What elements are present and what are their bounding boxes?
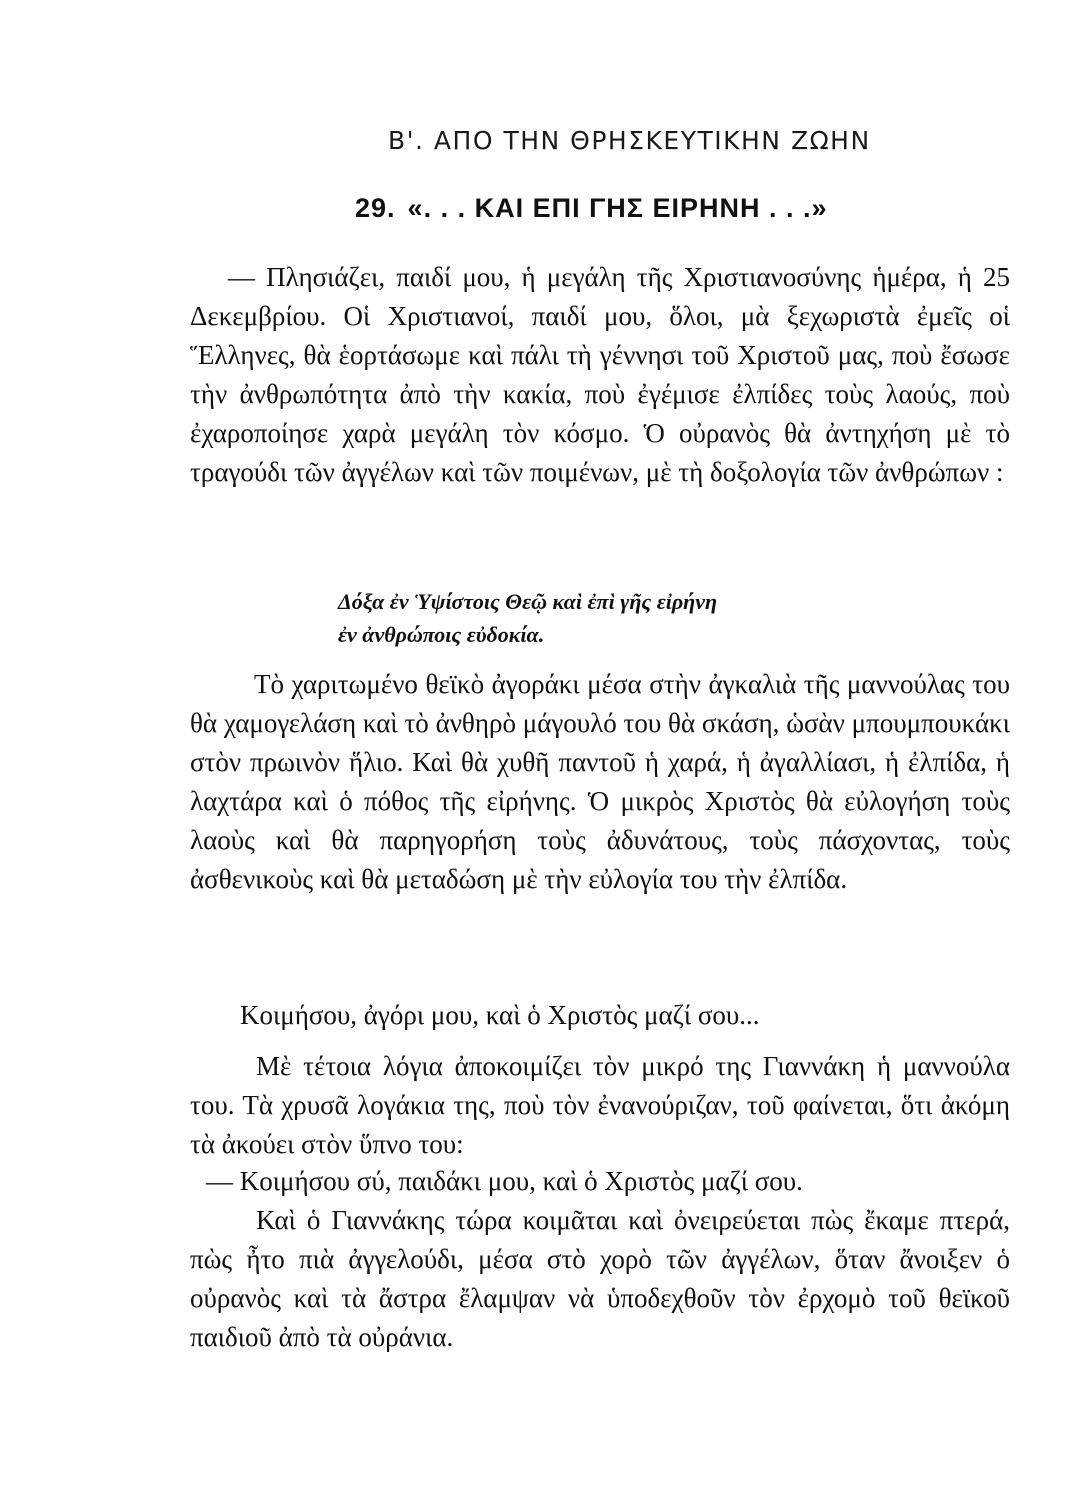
paragraph-4: Μὲ τέτοια λόγια ἀποκοιμίζει τὸν μικρό της Γιαννάκη ἡ μαννούλα του. Τὰ χρυσᾶ λογάκια της, ποὺ τὸν ἐνανούριζαν, τοῦ φαίνεται, ὅτι ἀκόμη τὰ ἀκούει στὸν ὕπνο του:	[190, 1051, 1010, 1159]
chapter-heading: «. . . ΚΑΙ ΕΠΙ ΓΗΣ ΕΙΡΗΝΗ . . .»	[407, 193, 828, 223]
paragraph-1: — Πλησιάζει, παιδί μου, ἡ μεγάλη τῆς Χριστιανοσύνης ἡμέρα, ἡ 25 Δεκεμβρίου. Οἱ Χριστιανοί, παιδί μου, ὅλοι, μὰ ξεχωριστὰ ἐμεῖς οἱ Ἕλληνες, θὰ ἑορτάσωμε καὶ πάλι τὴ γέννησι τοῦ Χριστοῦ μας, ποὺ ἔσωσε τὴν ἀνθρωπότητα ἀπὸ τὴν κακία, ποὺ ἐγέμισε ἐλπίδες τοὺς λαούς, ποὺ ἐχαροποίησε χαρὰ μεγάλη τὸν κόσμο. Ὁ οὐρανὸς θὰ ἀντηχήση μὲ τὸ τραγούδι τῶν ἀγγέλων καὶ τῶν ποιμένων, μὲ τὴ δοξολογία τῶν ἀνθρώπων :	[190, 262, 1010, 487]
paragraph-3: Κοιμήσου, ἀγόρι μου, καὶ ὁ Χριστὸς μαζί σου...	[240, 1000, 760, 1030]
chapter-title	[355, 193, 828, 224]
paragraph-6: Καὶ ὁ Γιαννάκης τώρα κοιμᾶται καὶ ὀνειρεύεται πὼς ἔκαμε πτερά, πὼς ἦτο πιὰ ἀγγελούδι, μέσα στὸ χορὸ τῶν ἀγγέλων, ὅταν ἄνοιξεν ὁ οὐρανὸς καὶ τὰ ἄστρα ἔλαμψαν νὰ ὑποδεχθοῦν τὸν ἐρχομὸ τοῦ θεϊκοῦ παιδιοῦ ἀπὸ τὰ οὐράνια.	[190, 1205, 1010, 1352]
doxology-quote	[338, 585, 717, 651]
quote-line-2: ἐν ἀνθρώποις εὐδοκία.	[338, 622, 545, 647]
chapter-number: 29.	[355, 193, 396, 223]
paragraph-2: Τὸ χαριτωμένο θεϊκὸ ἀγοράκι μέσα στὴν ἀγκαλιὰ τῆς μαννούλας του θὰ χαμογελάση καὶ τὸ ἀνθηρὸ μάγουλό του θὰ σκάση, ὡσὰν μπουμπουκάκι στὸν πρωινὸν ἥλιο. Καὶ θὰ χυθῆ παντοῦ ἡ χαρά, ἡ ἀγαλλίασι, ἡ ἐλπίδα, ἡ λαχτάρα καὶ ὁ πόθος τῆς εἰρήνης. Ὁ μικρὸς Χριστὸς θὰ εὐλογήση τοὺς λαοὺς καὶ θὰ παρηγορήση τοὺς ἀδυνάτους, τοὺς πάσχοντας, τοὺς ἀσθενικοὺς καὶ θὰ μεταδώση μὲ τὴν εὐλογία του τὴν ἐλπίδα.	[190, 669, 1010, 894]
section-header: Β'. ΑΠΟ ΤΗΝ ΘΡΗΣΚΕΥΤΙΚΗΝ ΖΩΗΝ	[388, 126, 871, 155]
quote-line-1: Δόξα ἐν Ὑψίστοις Θεῷ καὶ ἐπὶ γῆς εἰρήνη	[338, 589, 718, 614]
paragraph-5: — Κοιμήσου σύ, παιδάκι μου, καὶ ὁ Χριστὸς μαζί σου.	[206, 1166, 803, 1196]
